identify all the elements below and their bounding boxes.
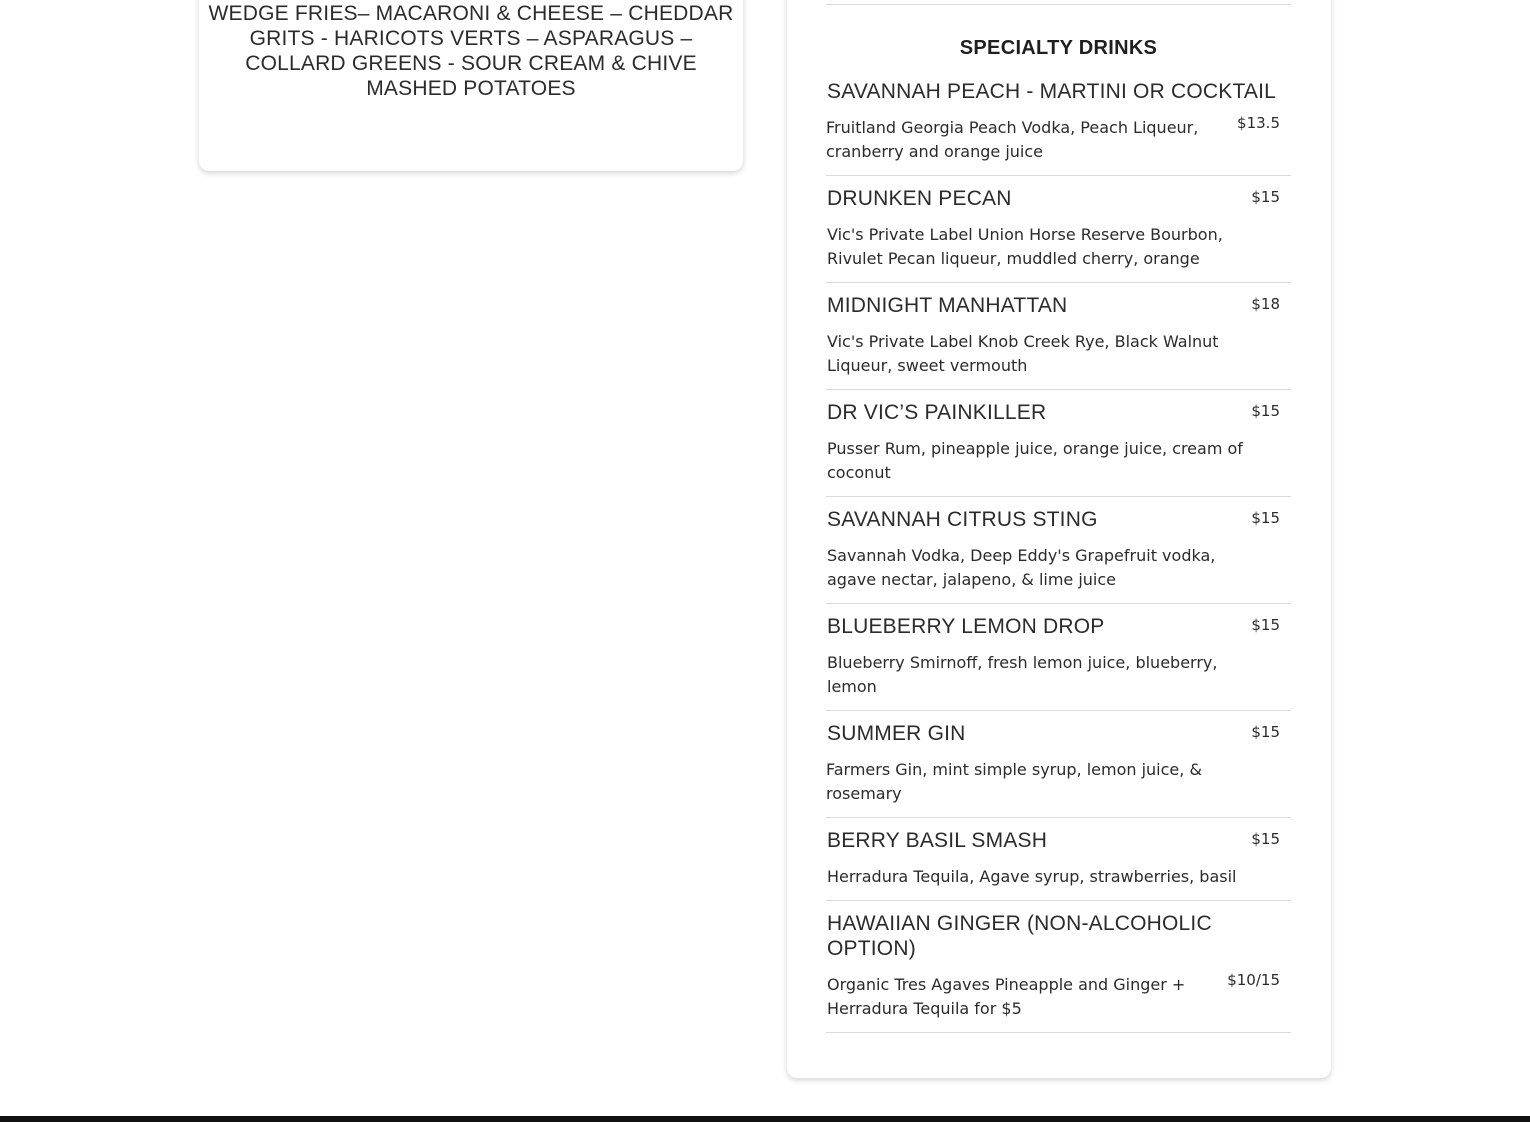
drink-description: Savannah Vodka, Deep Eddy's Grapefruit vodka, agave nectar, jalapeno, & lime juice [827, 546, 1216, 589]
drink-description: Fruitland Georgia Peach Vodka, Peach Liqueur, cranberry and orange juice [826, 118, 1199, 161]
drink-description: Vic's Private Label Union Horse Reserve Bourbon, Rivulet Pecan liqueur, muddled cherry, orange [827, 225, 1223, 268]
drink-item [826, 507, 1291, 604]
drink-item [826, 293, 1291, 390]
drink-price: $15 [1251, 509, 1280, 527]
drink-price: $15 [1251, 402, 1280, 420]
drink-name: MIDNIGHT MANHATTAN [827, 294, 1068, 317]
drink-description: Farmers Gin, mint simple syrup, lemon juice, & rosemary [826, 760, 1202, 803]
sides-list-text: WEDGE FRIES– MACARONI & CHEESE – CHEDDAR GRITS - HARICOTS VERTS – ASPARAGUS – COLLARD GREENS - SOUR CREAM & CHIVE MASHED POTATOES [208, 2, 734, 100]
drink-name: HAWAIIAN GINGER (NON-ALCOHOLIC OPTION) [827, 912, 1212, 960]
drink-name: SAVANNAH PEACH - MARTINI OR COCKTAIL [827, 80, 1277, 103]
drink-name: DRUNKEN PECAN [827, 187, 1012, 210]
drink-price: $10/15 [1227, 971, 1280, 989]
drink-name: DR VIC’S PAINKILLER [827, 401, 1047, 424]
drink-price: $15 [1251, 616, 1280, 634]
drink-item [826, 911, 1291, 1033]
drink-description: Vic's Private Label Knob Creek Rye, Black Walnut Liqueur, sweet vermouth [827, 332, 1219, 375]
drink-price: $15 [1251, 723, 1280, 741]
drink-item [826, 186, 1291, 283]
drink-description: Blueberry Smirnoff, fresh lemon juice, blueberry, lemon [827, 653, 1218, 696]
drink-price: $18 [1251, 295, 1280, 313]
sides-menu-card [199, 0, 743, 171]
drink-description: Organic Tres Agaves Pineapple and Ginger + Herradura Tequila for $5 [827, 975, 1186, 1018]
drink-price: $13.5 [1237, 114, 1280, 132]
drink-price: $15 [1251, 830, 1280, 848]
drink-name: BLUEBERRY LEMON DROP [827, 615, 1105, 638]
drink-item [826, 400, 1291, 497]
drink-name: BERRY BASIL SMASH [827, 829, 1048, 852]
drink-item [826, 79, 1291, 176]
footer-bar [0, 1116, 1530, 1122]
section-divider [826, 4, 1291, 5]
drink-description: Herradura Tequila, Agave syrup, strawberries, basil [827, 867, 1237, 886]
drink-description: Pusser Rum, pineapple juice, orange juice, cream of coconut [827, 439, 1243, 482]
drink-item [826, 614, 1291, 711]
drink-item [826, 721, 1291, 818]
specialty-drinks-title: SPECIALTY DRINKS [959, 37, 1158, 59]
drink-name: SAVANNAH CITRUS STING [827, 508, 1098, 531]
drink-item [826, 828, 1291, 901]
drink-name: SUMMER GIN [827, 722, 966, 745]
drink-price: $15 [1251, 188, 1280, 206]
